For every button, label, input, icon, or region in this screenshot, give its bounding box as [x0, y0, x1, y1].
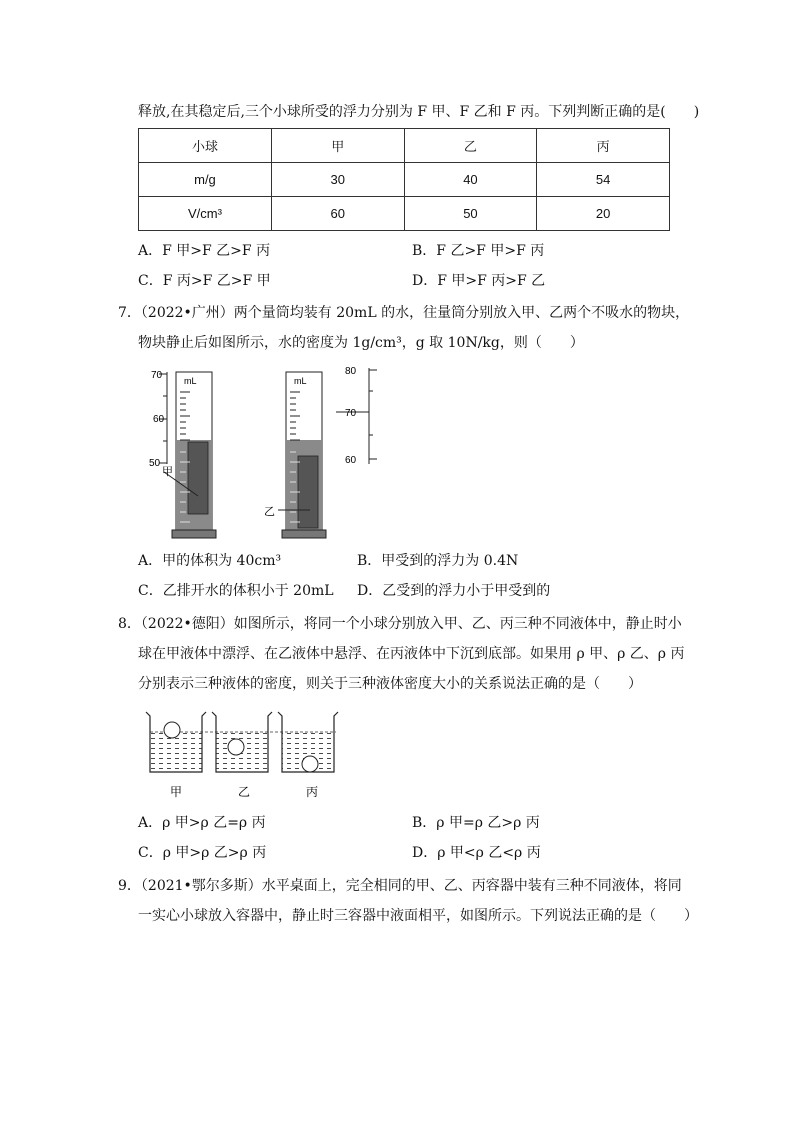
table-cell: m/g [139, 163, 272, 197]
beaker-label: 丙 [306, 785, 319, 799]
label-jia: 甲 [162, 466, 173, 478]
table-cell: 60 [271, 197, 404, 231]
q8-stem-line-3: 分别表示三种液体的密度，则关于三种液体密度大小的关系说法正确的是（ ） [138, 676, 642, 692]
beaker-label: 乙 [238, 785, 251, 799]
table-header-cell: 乙 [404, 129, 537, 163]
q6-option-c[interactable]: C．F 丙>F 乙>F 甲 [138, 273, 271, 289]
table-cell: 50 [404, 197, 537, 231]
q8-option-a[interactable]: A．ρ 甲>ρ 乙=ρ 丙 [138, 815, 266, 831]
table-cell: 40 [404, 163, 537, 197]
q8-beaker-figure [142, 706, 352, 802]
q6-option-a[interactable]: A．F 甲>F 乙>F 丙 [138, 243, 271, 259]
table-header-cell: 甲 [271, 129, 404, 163]
table-cell: 20 [537, 197, 670, 231]
q7-cylinder-figure [140, 362, 380, 544]
q6-option-d[interactable]: D．F 甲>F 丙>F 乙 [412, 273, 546, 289]
label-yi: 乙 [264, 506, 275, 518]
table-row [139, 129, 670, 163]
q7-option-c[interactable]: C．乙排开水的体积小于 20mL [138, 583, 334, 599]
cylinder-jia [162, 372, 216, 538]
scale-1-tick: 50 [149, 458, 161, 469]
scale-2-tick: 60 [345, 455, 357, 466]
q7-option-a[interactable]: A．甲的体积为 40cm³ [138, 553, 282, 569]
q8-option-d[interactable]: D．ρ 甲<ρ 乙<ρ 丙 [412, 845, 541, 861]
table-cell: 54 [537, 163, 670, 197]
beaker-jia [146, 712, 206, 772]
table-header-cell: 丙 [537, 129, 670, 163]
table-cell: V/cm³ [139, 197, 272, 231]
q8-stem-line-1: 8．（2022•德阳）如图所示，将同一个小球分别放入甲、乙、丙三种不同液体中，静止时小 [118, 616, 682, 632]
scale-2-tick: 70 [345, 408, 357, 419]
table-cell: 30 [271, 163, 404, 197]
q7-option-b[interactable]: B．甲受到的浮力为 0.4N [357, 553, 519, 569]
q8-option-c[interactable]: C．ρ 甲>ρ 乙>ρ 丙 [138, 845, 267, 861]
q6-data-table [138, 128, 670, 231]
q9-stem-line-2: 一实心小球放入容器中，静止时三容器中液面相平，如图所示。下列说法正确的是（ ） [138, 908, 698, 924]
beaker-label: 甲 [170, 785, 183, 799]
scale-1-tick: 70 [151, 370, 163, 381]
table-row [139, 197, 670, 231]
cylinder-unit-label: mL [294, 376, 307, 386]
table-header-cell: 小球 [139, 129, 272, 163]
beaker-yi [212, 712, 272, 772]
cylinder-unit-label: mL [184, 376, 197, 386]
q8-stem-line-2: 球在甲液体中漂浮、在乙液体中悬浮、在丙液体中下沉到底部。如果用 ρ 甲、ρ 乙、ρ 丙 [138, 646, 685, 662]
table-row [139, 163, 670, 197]
q6-option-b[interactable]: B．F 乙>F 甲>F 丙 [412, 243, 545, 259]
scale-1-tick: 60 [153, 414, 165, 425]
q9-stem-line-1: 9．（2021•鄂尔多斯）水平桌面上，完全相同的甲、乙、丙容器中装有三种不同液体，将同 [118, 878, 682, 894]
q6-stem-line: 释放,在其稳定后,三个小球所受的浮力分别为 F 甲、F 乙和 F 丙。下列判断正确的是( ) [138, 104, 700, 120]
beaker-bing [278, 712, 338, 772]
q7-stem-line-2: 物块静止后如图所示，水的密度为 1g/cm³，g 取 10N/kg，则（ ） [138, 335, 584, 351]
cylinder-yi [264, 372, 326, 538]
q7-stem-line-1: 7．（2022•广州）两个量筒均装有 20mL 的水，往量筒分别放入甲、乙两个不吸水的物块， [118, 305, 690, 321]
scale-2 [336, 368, 377, 464]
q8-option-b[interactable]: B．ρ 甲=ρ 乙>ρ 丙 [412, 815, 540, 831]
scale-2-tick: 80 [345, 366, 357, 377]
q7-option-d[interactable]: D．乙受到的浮力小于甲受到的 [357, 583, 551, 599]
